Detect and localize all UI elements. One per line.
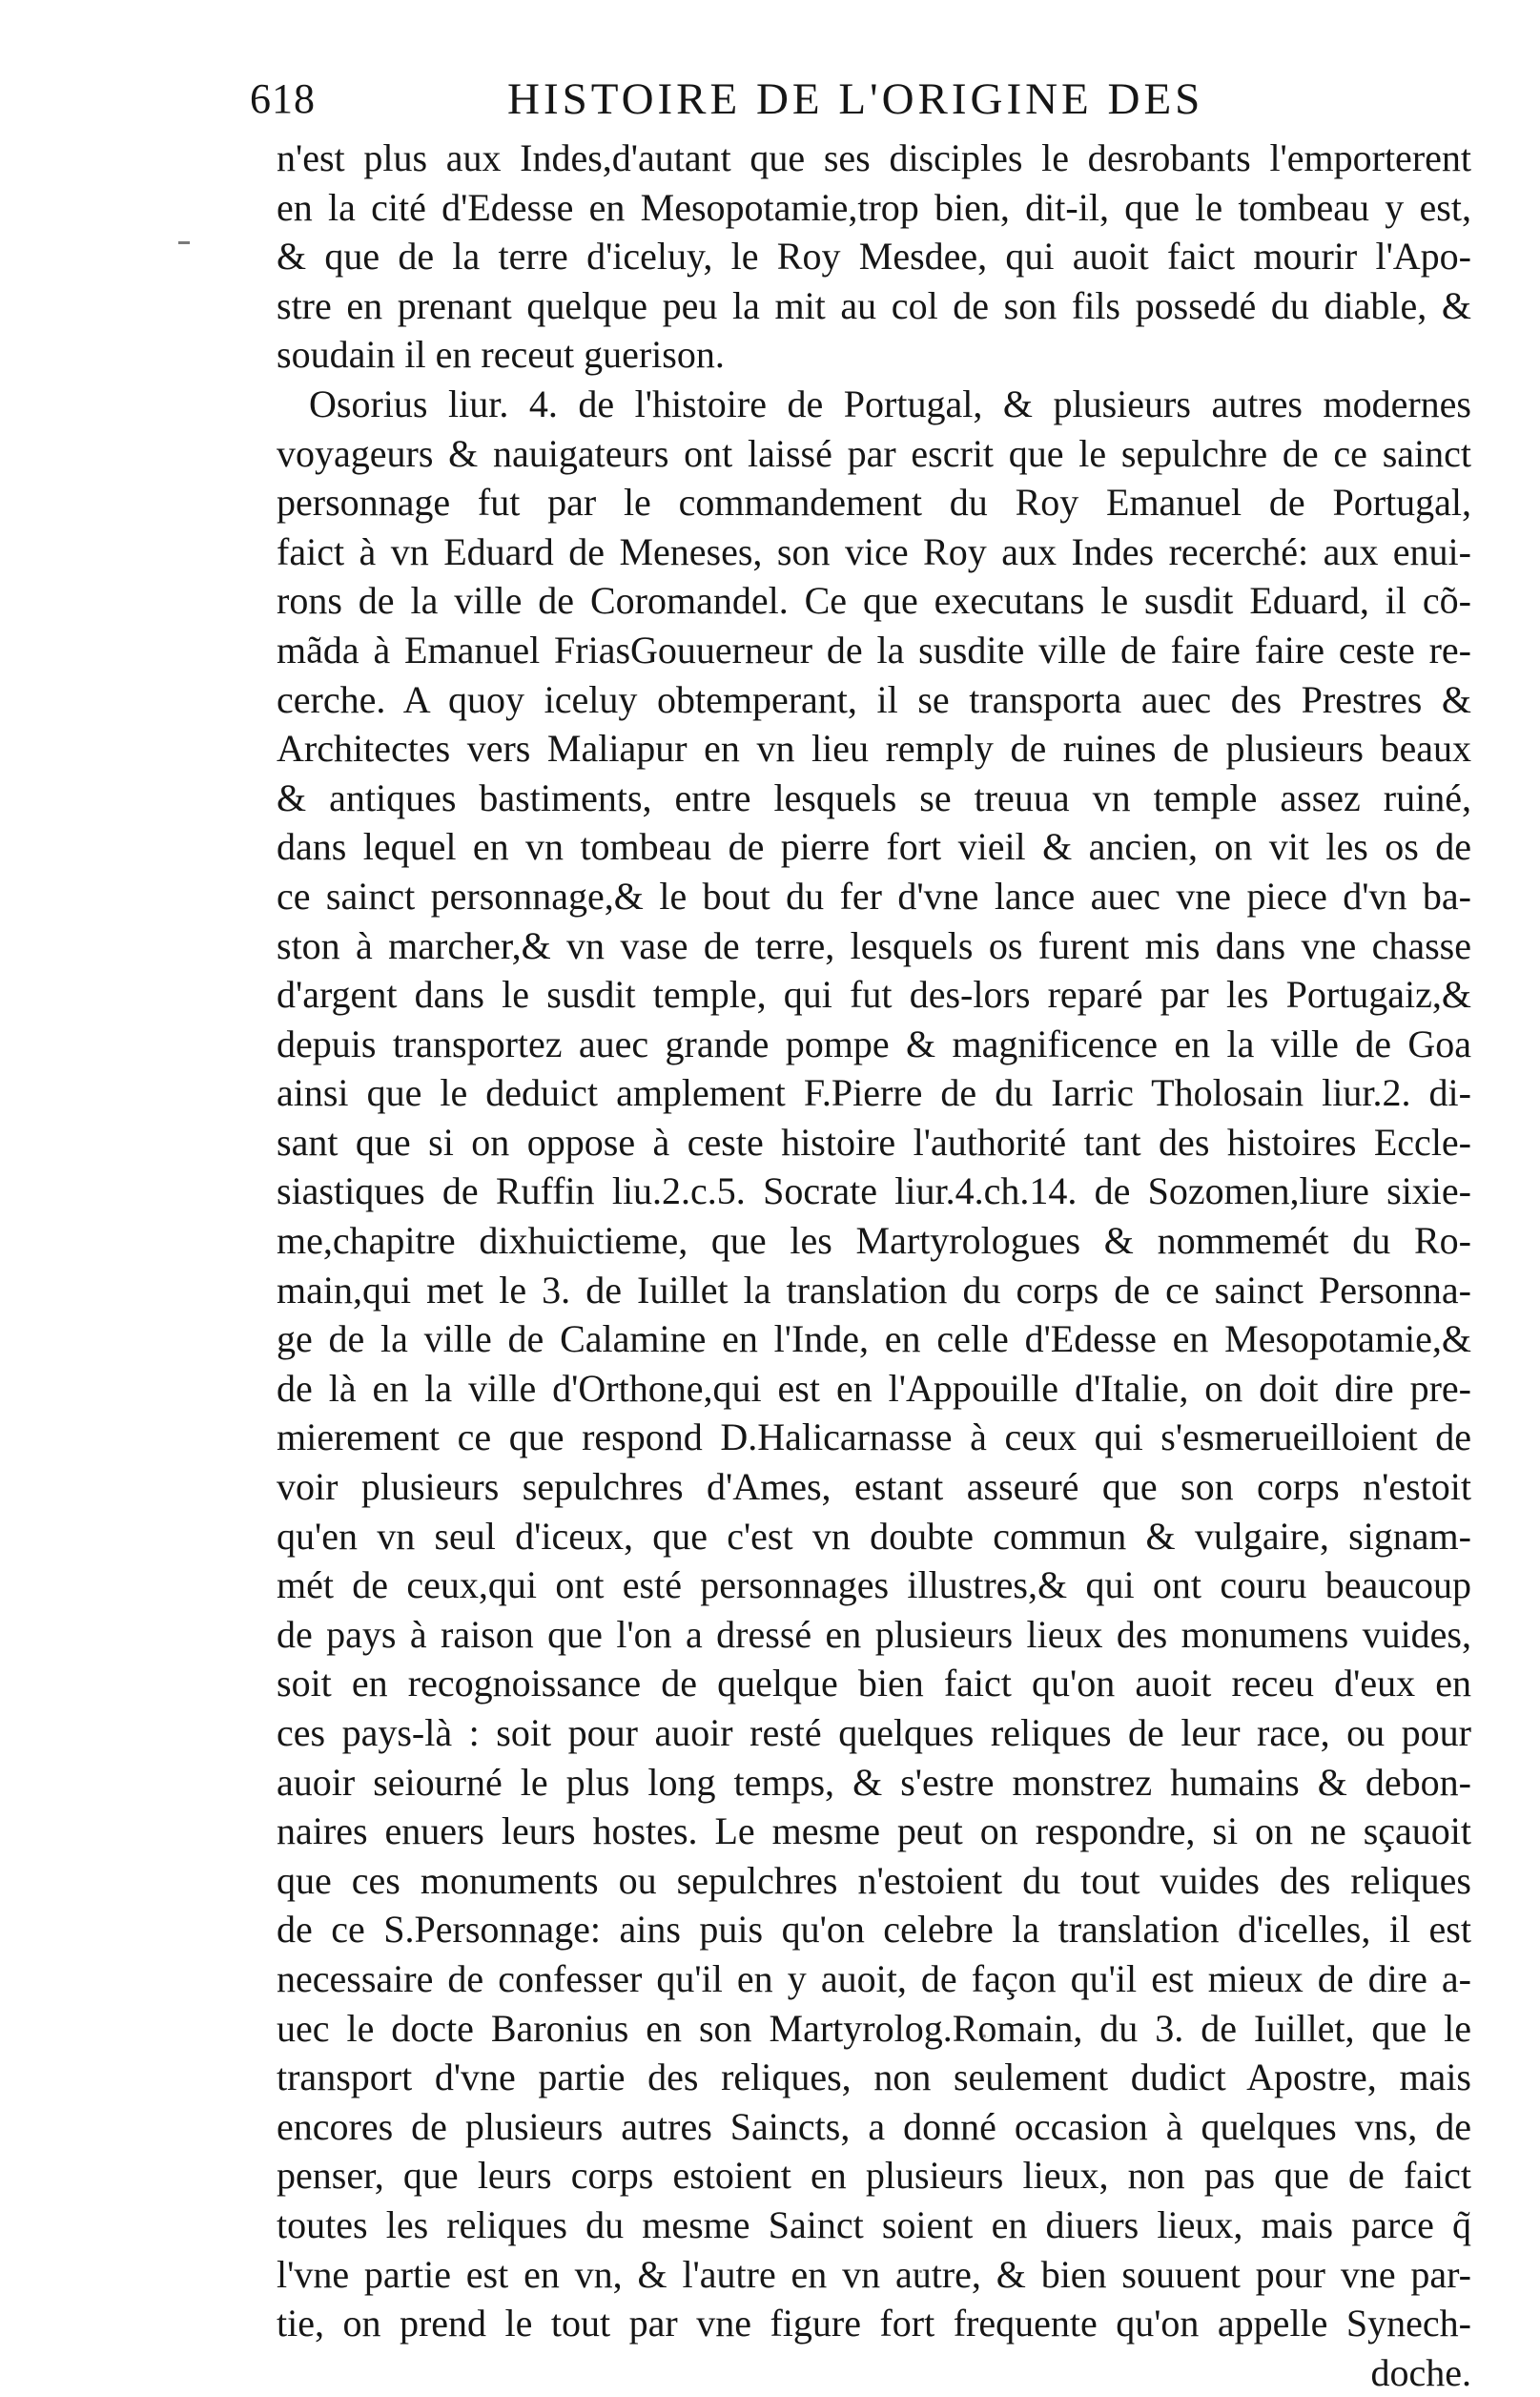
text-line: voir plusieurs sepulchres d'Ames, estant asseuré que son corps n'estoit [277,1465,1471,1509]
text-line: rons de la ville de Coromandel. Ce que executans le susdit Eduard, il cõ- [277,579,1471,623]
text-line: mierement ce que respond D.Halicarnasse à ceux qui s'esmerueilloient de [277,1415,1471,1459]
text-line: de là en la ville d'Orthone,qui est en l'Appouille d'Italie, on doit dire pre- [277,1366,1471,1410]
text-line: toutes les reliques du mesme Sainct soient en diuers lieux, mais parce q̃ [277,2202,1471,2246]
text-line: d'argent dans le susdit temple, qui fut des-lors reparé par les Portugaiz,& [277,973,1471,1017]
text-line: n'est plus aux Indes,d'autant que ses disciples le desrobants l'emporterent [277,136,1471,179]
text-line: main,qui met le 3. de Iuillet la translation du corps de ce sainct Personna- [277,1268,1471,1312]
text-line: Architectes vers Maliapur en vn lieu remply de ruines de plusieurs beaux [277,727,1471,771]
body-text [277,134,1471,2397]
text-line: sant que si on oppose à ceste histoire l'authorité tant des histoires Eccle- [277,1120,1471,1164]
text-line: de ce S.Personnage: ains puis qu'on celebre la translation d'icelles, il est [277,1908,1471,1952]
text-line: tie, on prend le tout par vne figure fort frequente qu'on appelle Synech- [277,2302,1471,2345]
page-number: 618 [250,75,316,122]
text-line: qu'en vn seul d'iceux, que c'est vn doubte commun & vulgaire, signam- [277,1514,1471,1558]
text-line: que ces monuments ou sepulchres n'estoient du tout vuides des reliques [277,1858,1471,1902]
text-line: necessaire de confesser qu'il en y auoit, de façon qu'il est mieux de dire a- [277,1956,1471,2000]
text-line: siastiques de Ruffin liu.2.c.5. Socrate liur.4.ch.14. de Sozomen,liure sixie- [277,1169,1471,1213]
text-line: & que de la terre d'iceluy, le Roy Mesdee, qui auoit faict mourir l'Apo- [277,235,1471,279]
text-line: cerche. A quoy iceluy obtemperant, il se transporta auec des Prestres & [277,677,1471,721]
text-line: l'vne partie est en vn, & l'autre en vn autre, & bien souuent pour vne par- [277,2252,1471,2296]
text-line: soudain il en receut guerison. [277,333,725,377]
text-line: ainsi que le deduict amplement F.Pierre de du Iarric Tholosain liur.2. di- [277,1071,1471,1115]
text-line: penser, que leurs corps estoient en plusieurs lieux, non pas que de faict [277,2154,1471,2198]
running-title: HISTOIRE DE L'ORIGINE DES [507,74,1204,124]
text-line: depuis transportez auec grande pompe & magnificence en la ville de Goa [277,1022,1471,1065]
text-line: mét de ceux,qui ont esté personnages illustres,& qui ont couru beaucoup [277,1563,1471,1607]
text-line: ce sainct personnage,& le bout du fer d'vne lance auec vne piece d'vn ba- [277,874,1471,918]
text-line: personnage fut par le commandement du Roy Emanuel de Portugal, [277,481,1471,525]
text-line: ston à marcher,& vn vase de terre, lesquels os furent mis dans vne chasse [277,923,1471,967]
text-line: uec le docte Baronius en son Martyrolog.Romain, du 3. de Iuillet, que le [277,2006,1471,2050]
text-line: & antiques bastiments, entre lesquels se treuua vn temple assez ruiné, [277,775,1471,819]
margin-mark [178,241,190,244]
text-line: ge de la ville de Calamine en l'Inde, en celle d'Edesse en Mesopotamie,& [277,1317,1471,1361]
paragraph-start-line: Osorius liur. 4. de l'histoire de Portugal, & plusieurs autres modernes [309,382,1471,425]
catchword-line: doche. [1370,2350,1471,2394]
running-head [250,71,1284,128]
text-line: ces pays-là : soit pour auoir resté quelques reliques de leur race, ou pour [277,1711,1471,1754]
text-line: mãda à Emanuel FriasGouuerneur de la susdite ville de faire faire ceste re- [277,628,1471,672]
text-line: me,chapitre dixhuictieme, que les Martyrologues & nommemét du Ro- [277,1219,1471,1263]
text-line: soit en recognoissance de quelque bien faict qu'on auoit receu d'eux en [277,1662,1471,1705]
text-line: dans lequel en vn tombeau de pierre fort vieil & ancien, on vit les os de [277,825,1471,869]
text-line: voyageurs & nauigateurs ont laissé par escrit que le sepulchre de ce sainct [277,431,1471,475]
text-line: en la cité d'Edesse en Mesopotamie,trop bien, dit-il, que le tombeau y est, [277,185,1471,229]
text-line: auoir seiourné le plus long temps, & s'estre monstrez humains & debon- [277,1760,1471,1804]
text-line: encores de plusieurs autres Saincts, a donné occasion à quelques vns, de [277,2104,1471,2148]
text-line: faict à vn Eduard de Meneses, son vice Roy aux Indes recerché: aux enui- [277,529,1471,573]
text-line: transport d'vne partie des reliques, non seulement dudict Apostre, mais [277,2056,1471,2099]
text-line: stre en prenant quelque peu la mit au col de son fils possedé du diable, & [277,283,1471,327]
text-line: naires enuers leurs hostes. Le mesme peut on respondre, si on ne sçauoit [277,1809,1471,1853]
text-line: de pays à raison que l'on a dressé en plusieurs lieux des monumens vuides, [277,1612,1471,1656]
